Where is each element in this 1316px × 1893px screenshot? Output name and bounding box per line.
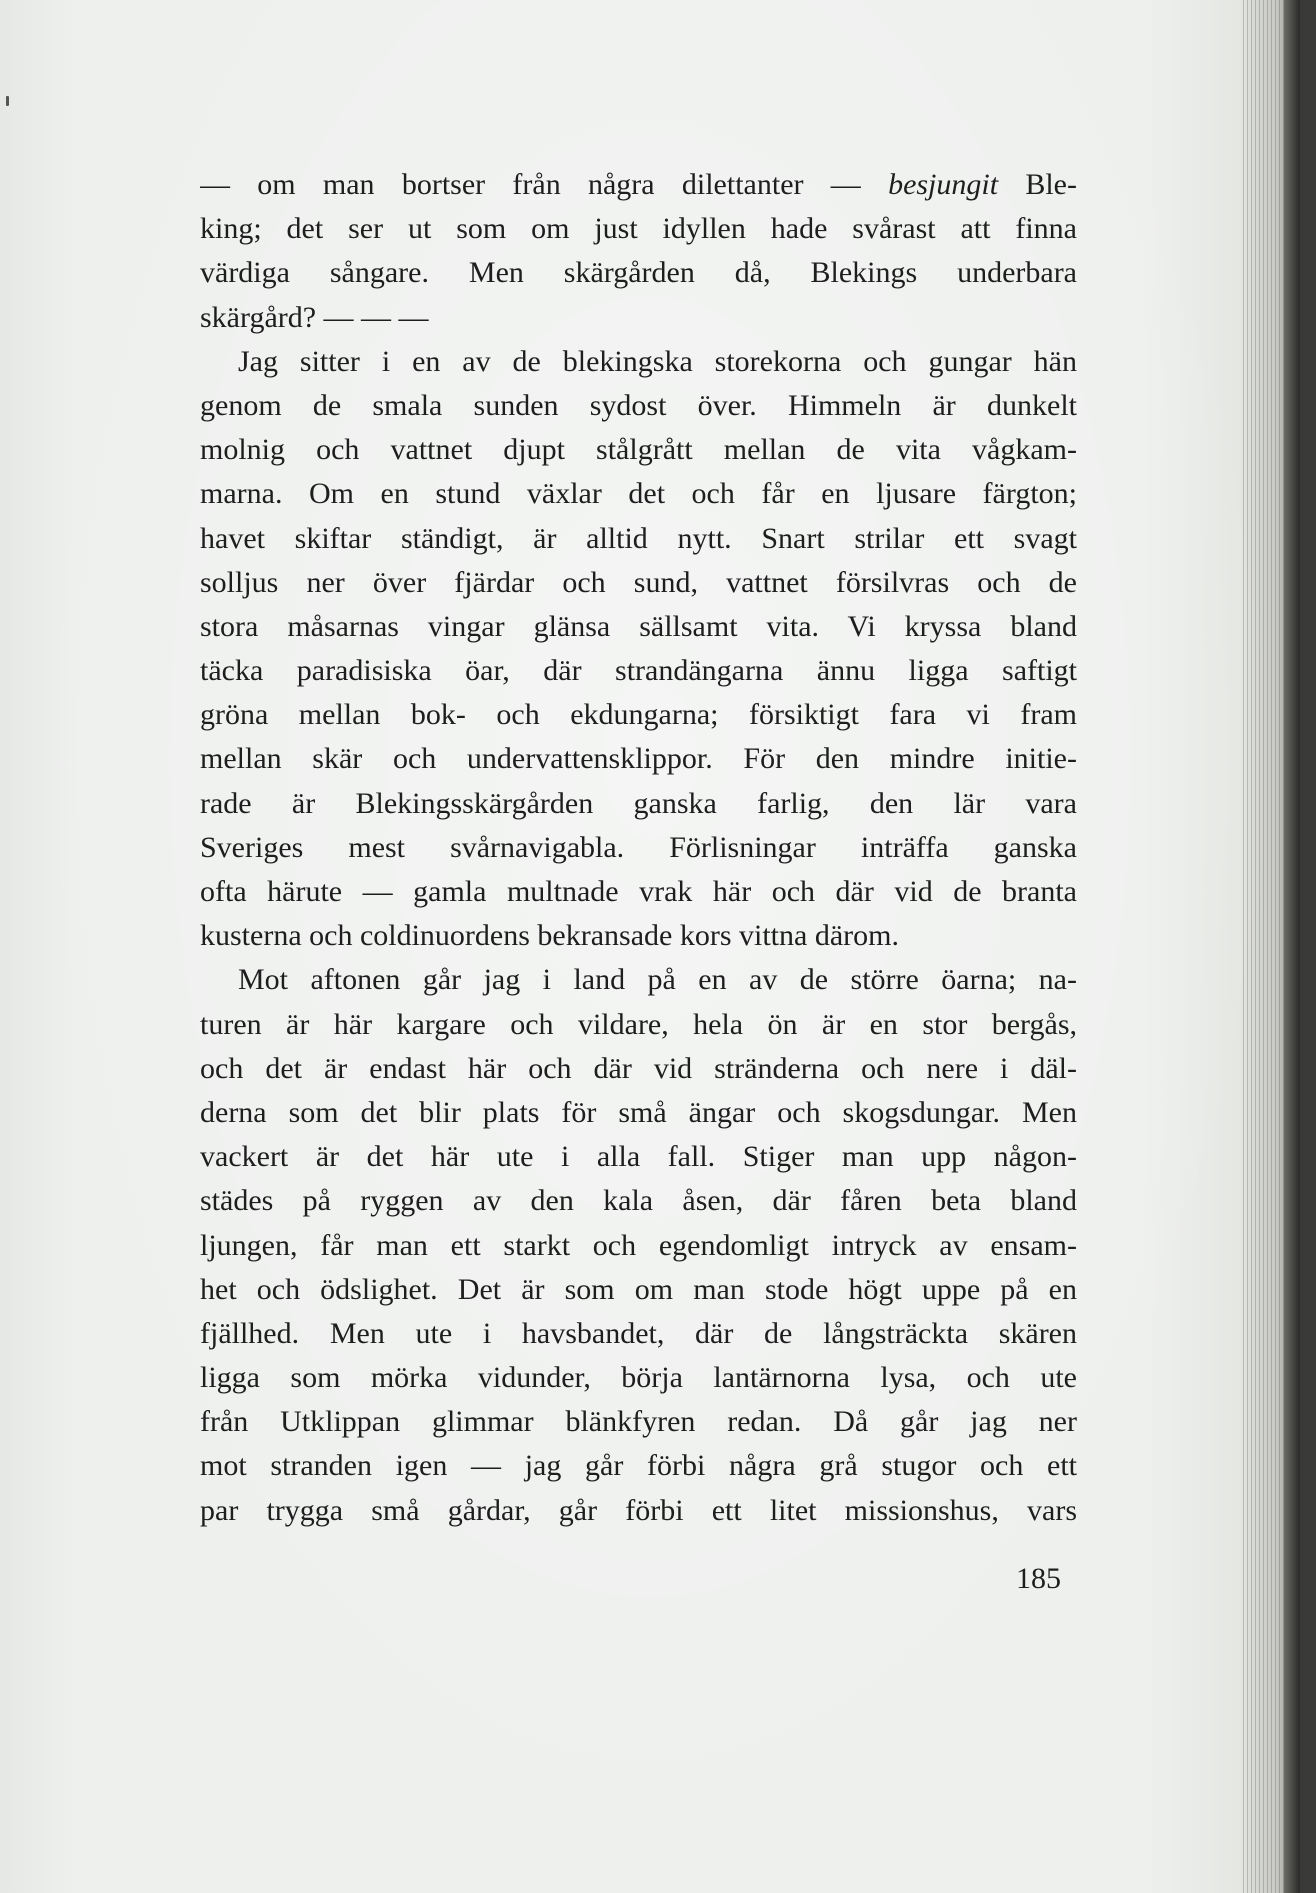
text-line: solljus ner över fjärdar och sund, vattnet försilvras och de — [200, 565, 1077, 599]
text-line: gröna mellan bok- och ekdungarna; försiktigt fara vi fram — [200, 698, 1077, 732]
text-line: genom de smala sunden sydost över. Himmeln är dunkelt — [200, 388, 1077, 422]
text-line: mot stranden igen — jag går förbi några grå stugor och ett — [200, 1449, 1077, 1483]
text-line: het och ödslighet. Det är som om man stode högt uppe på en — [200, 1272, 1077, 1306]
text-line: — om man bortser från några dilettanter — besjungit Ble- — [200, 168, 1077, 201]
body-text — [200, 163, 1077, 1533]
text-line: skärgård? — — — — [200, 300, 429, 334]
text-line: och det är endast här och där vid stränderna och nere i däl- — [200, 1051, 1077, 1085]
text-line: värdiga sångare. Men skärgården då, Blekings underbara — [200, 256, 1077, 290]
text-line: havet skiftar ständigt, är alltid nytt. Snart strilar ett svagt — [200, 521, 1077, 555]
text-line: stora måsarnas vingar glänsa sällsamt vita. Vi kryssa bland — [200, 609, 1077, 643]
text-line: mellan skär och undervattensklippor. För den mindre initie- — [200, 742, 1077, 776]
text-line: molnig och vattnet djupt stålgrått mellan de vita vågkam- — [200, 433, 1077, 467]
page-number: 185 — [1016, 1562, 1061, 1595]
text-line: king; det ser ut som om just idyllen hade svårast att finna — [200, 212, 1077, 246]
text-line: Mot aftonen går jag i land på en av de större öarna; na- — [238, 963, 1077, 997]
text-line: derna som det blir plats för små ängar och skogsdungar. Men — [200, 1095, 1077, 1129]
text-line: städes på ryggen av den kala åsen, där fåren beta bland — [200, 1184, 1077, 1218]
book-edge-shadow — [1284, 0, 1300, 1893]
text-line: turen är här kargare och vildare, hela ön är en stor bergås, — [200, 1007, 1077, 1041]
text-line: kusterna och coldinuordens bekransade kors vittna därom. — [200, 919, 899, 953]
text-line: täcka paradisiska öar, där strandängarna ännu ligga saftigt — [200, 654, 1077, 688]
text-line: ofta härute — gamla multnade vrak här och där vid de branta — [200, 875, 1077, 908]
text-line: marna. Om en stund växlar det och får en ljusare färgton; — [200, 477, 1077, 511]
text-line: Sveriges mest svårnavigabla. Förlisningar inträffa ganska — [200, 830, 1077, 864]
text-line: rade är Blekingsskärgården ganska farlig, den lär vara — [200, 786, 1077, 820]
margin-mark — [6, 96, 9, 106]
text-line: från Utklippan glimmar blänkfyren redan. Då går jag ner — [200, 1405, 1077, 1439]
italic-word: besjungit — [888, 168, 999, 201]
text-line: ligga som mörka vidunder, börja lantärnorna lysa, och ute — [200, 1361, 1077, 1395]
text-line: vackert är det här ute i alla fall. Stiger man upp någon- — [200, 1140, 1077, 1174]
text-line: par trygga små gårdar, går förbi ett litet missionshus, vars — [200, 1493, 1077, 1527]
text-line: fjällhed. Men ute i havsbandet, där de långsträckta skären — [200, 1316, 1077, 1350]
text-line: Jag sitter i en av de blekingska storekorna och gungar hän — [238, 344, 1077, 378]
text-line: ljungen, får man ett starkt och egendomligt intryck av ensam- — [200, 1228, 1077, 1262]
